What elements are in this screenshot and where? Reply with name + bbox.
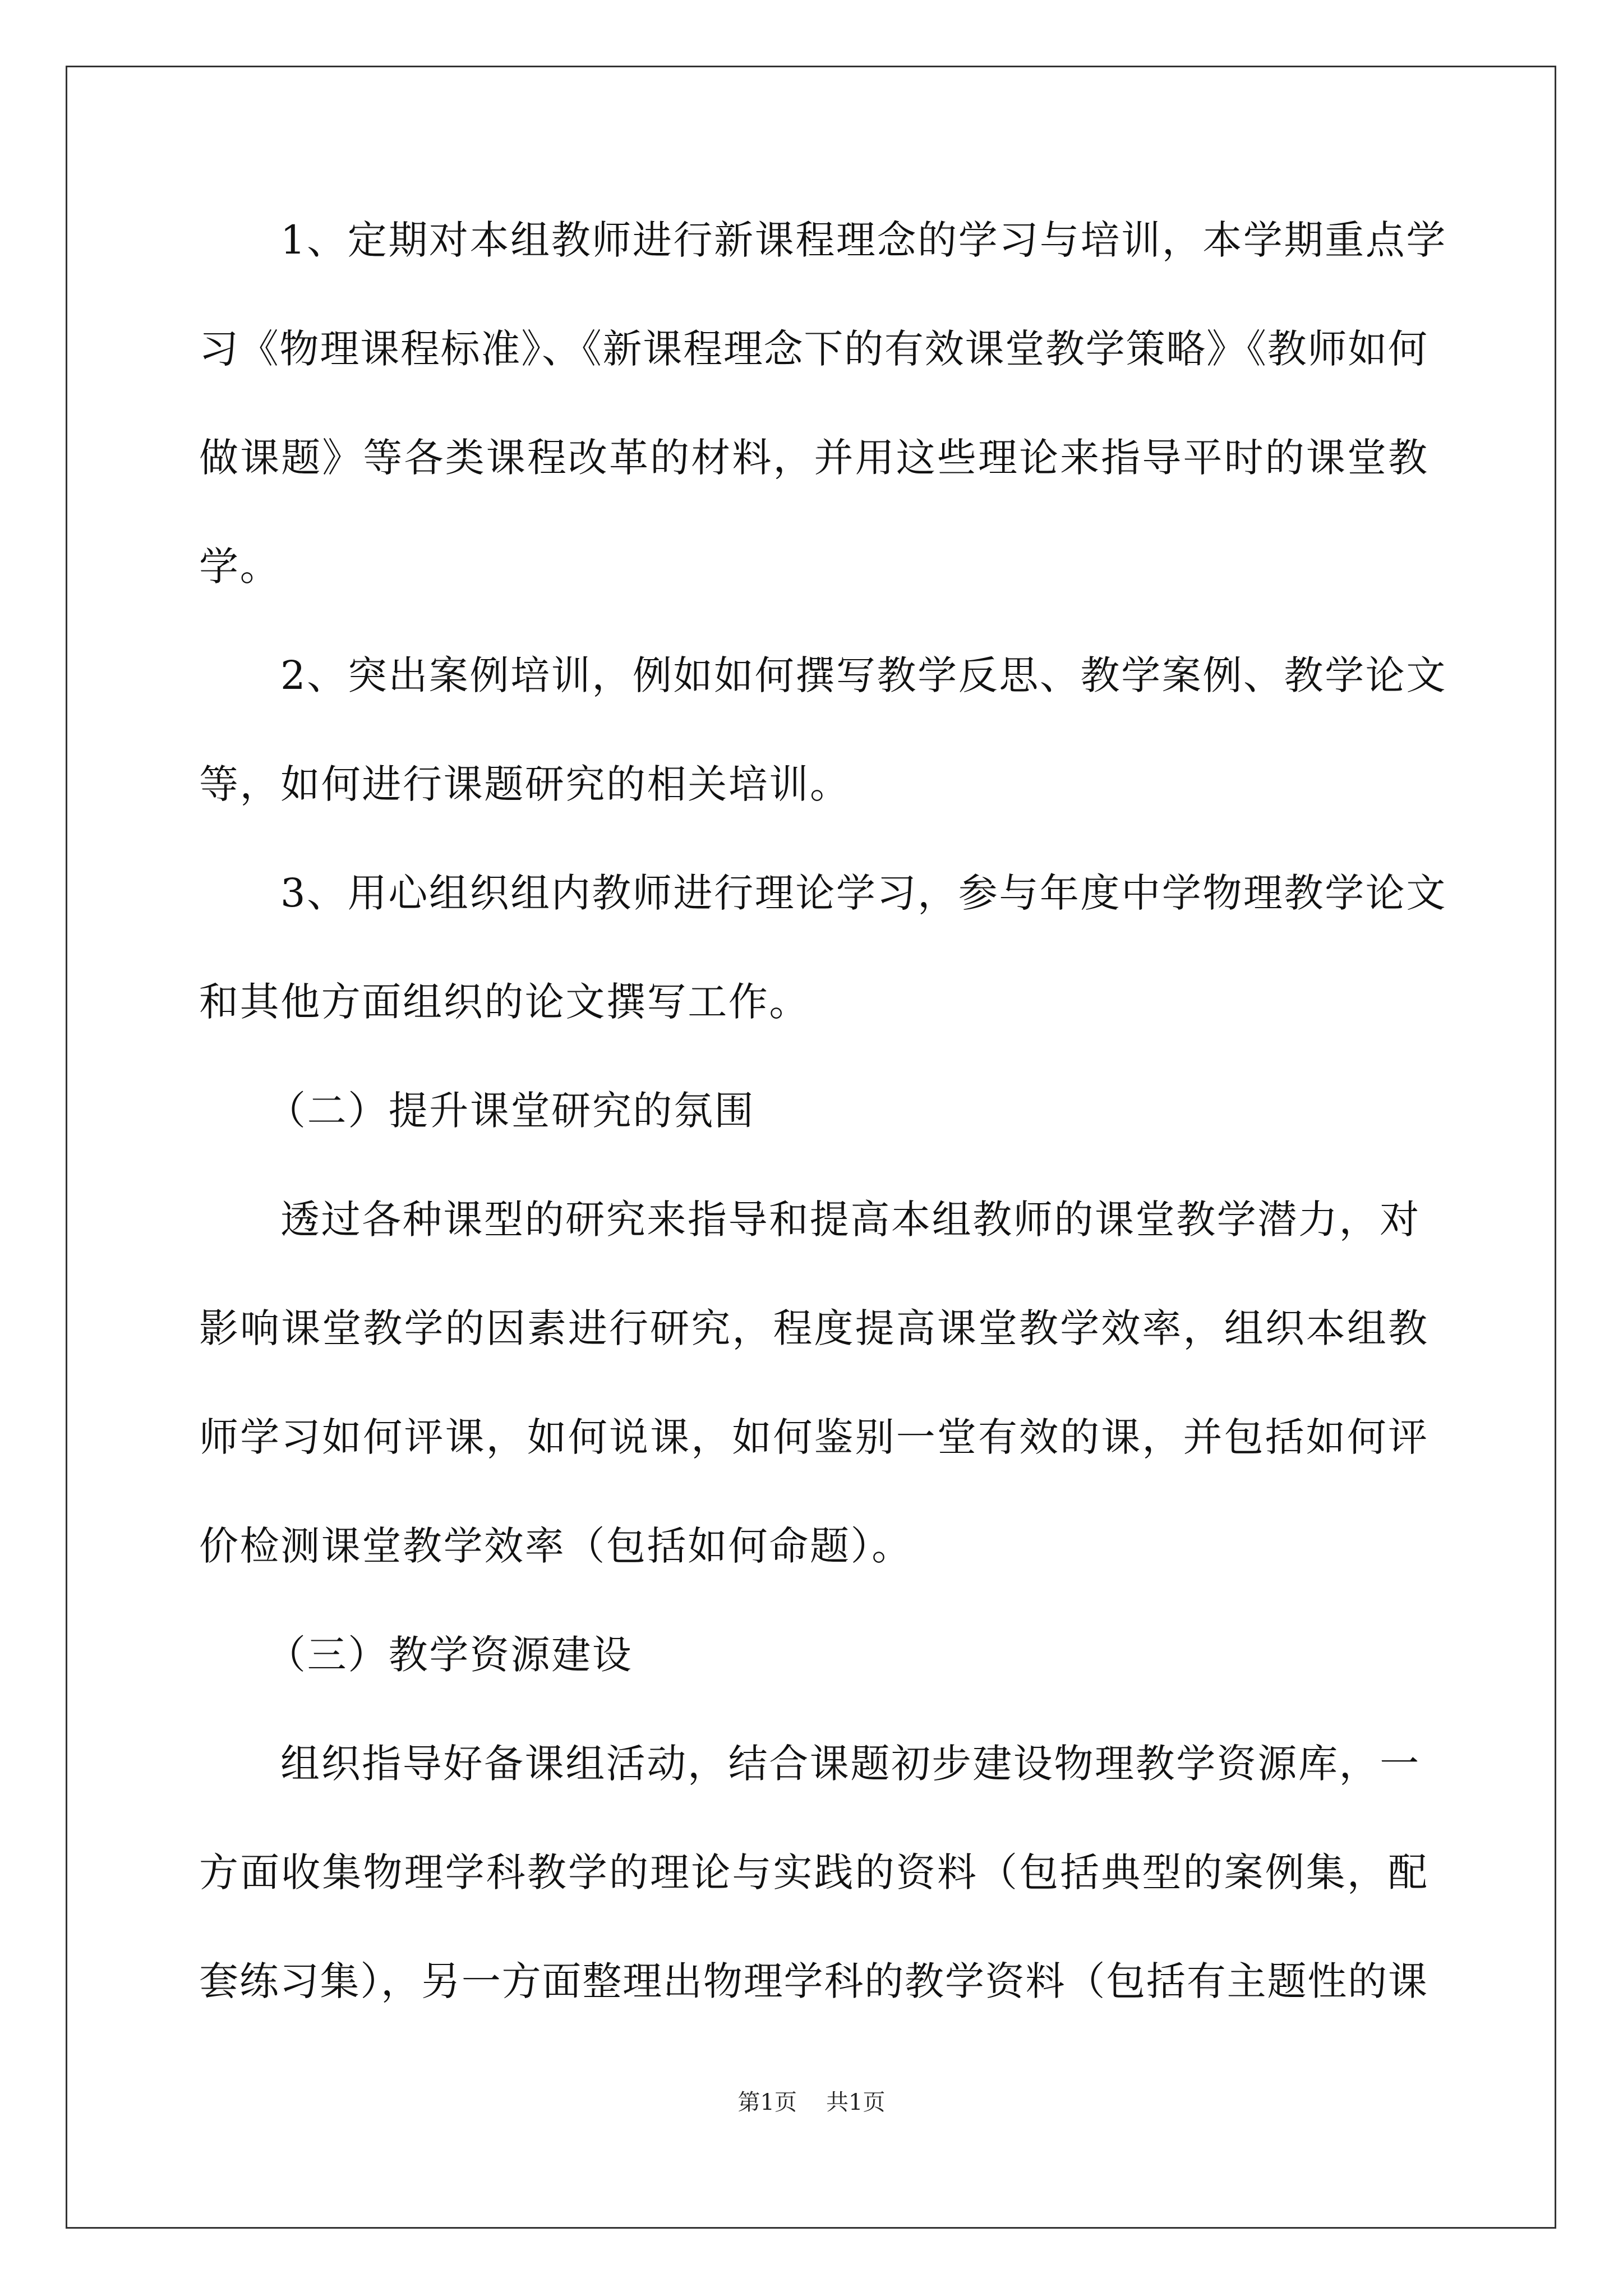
paragraph-3-line-2: 和其他方面组织的论文撰写工作。 [199, 979, 810, 1025]
paragraph-5-line-3: 套练习集），另一方面整理出物理学科的教学资料（包括有主题性的课 [199, 1958, 1427, 2004]
paragraph-2-line-1: 2、突出案例培训，例如如何撰写教学反思、教学案例、教学论文 [280, 652, 1447, 698]
paragraph-3-line-1: 3、用心组织组内教师进行理论学习，参与年度中学物理教学论文 [280, 870, 1447, 916]
paragraph-1-line-2: 习《物理课程标准》、《新课程理念下的有效课堂教学策略》《教师如何 [199, 326, 1427, 372]
paragraph-1-line-4: 学。 [199, 544, 281, 590]
page-footer [0, 2086, 1623, 2119]
paragraph-1-line-3: 做课题》等各类课程改革的材料，并用这些理论来指导平时的课堂教 [199, 435, 1427, 481]
page-number: 第1页 [737, 2090, 797, 2115]
paragraph-4-line-1: 透过各种课型的研究来指导和提高本组教师的课堂教学潜力，对 [280, 1197, 1421, 1243]
section-heading-3: （三）教学资源建设 [266, 1632, 633, 1678]
paragraph-1-line-1: 1、定期对本组教师进行新课程理念的学习与培训，本学期重点学 [280, 217, 1447, 263]
paragraph-4-line-2: 影响课堂教学的因素进行研究，程度提高课堂教学效率，组织本组教 [199, 1305, 1427, 1351]
paragraph-5-line-2: 方面收集物理学科教学的理论与实践的资料（包括典型的案例集，配 [199, 1849, 1427, 1895]
paragraph-4-line-4: 价检测课堂教学效率（包括如何命题）。 [199, 1523, 912, 1569]
paragraph-5-line-1: 组织指导好备课组活动，结合课题初步建设物理教学资源库，一 [280, 1741, 1421, 1787]
page-total: 共1页 [826, 2090, 886, 2115]
section-heading-2: （二）提升课堂研究的氛围 [266, 1088, 755, 1134]
paragraph-4-line-3: 师学习如何评课，如何说课，如何鉴别一堂有效的课，并包括如何评 [199, 1414, 1427, 1460]
page-border [66, 66, 1556, 2229]
paragraph-2-line-2: 等，如何进行课题研究的相关培训。 [199, 761, 851, 807]
